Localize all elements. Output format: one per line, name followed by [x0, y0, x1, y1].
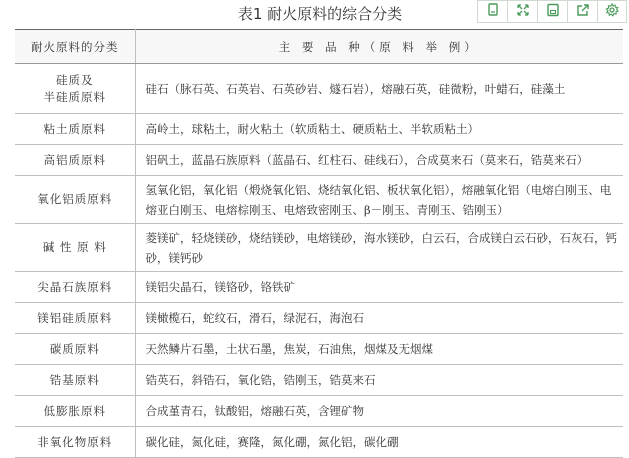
row-items: 天然鳞片石墨，土状石墨，焦炭，石油焦，烟煤及无烟煤 — [135, 334, 623, 365]
settings-button[interactable] — [597, 0, 627, 23]
save-button[interactable] — [537, 0, 567, 23]
row-items: 氢氧化铝，氧化铝（煅烧氧化铝、烧结氧化铝、板状氧化铝），熔融氧化铝（电熔白刚玉、电熔亚白刚玉、电熔棕刚玉、电熔致密刚玉、β－刚玉、青刚玉、锆刚玉） — [135, 176, 623, 224]
row-items: 铝矾土，蓝晶石族原料（蓝晶石、红柱石、硅线石），合成莫来石（莫来石，锆莫来石） — [135, 145, 623, 176]
table-row — [15, 365, 623, 396]
row-category: 碱 性 原 料 — [15, 224, 135, 272]
header-main-varieties: 主 要 品 种（原 料 举 例） — [135, 30, 623, 64]
expand-button[interactable] — [507, 0, 537, 23]
share-button[interactable] — [567, 0, 597, 23]
table-row — [15, 334, 623, 365]
expand-icon — [516, 2, 530, 21]
row-category: 锆基原料 — [15, 365, 135, 396]
row-category: 高铝质原料 — [15, 145, 135, 176]
classification-table — [15, 29, 623, 458]
table-row — [15, 64, 623, 114]
row-category: 非氧化物原料 — [15, 427, 135, 458]
toolbar — [477, 0, 627, 24]
copy-button[interactable] — [477, 0, 507, 23]
row-items: 镁橄榄石，蛇纹石，滑石，绿泥石，海泡石 — [135, 303, 623, 334]
row-items: 镁铝尖晶石，镁铬砂，铬铁矿 — [135, 272, 623, 303]
table-row — [15, 272, 623, 303]
row-category: 粘土质原料 — [15, 114, 135, 145]
table-row — [15, 145, 623, 176]
table-row — [15, 176, 623, 224]
row-items: 高岭土，球粘土，耐火粘土（软质粘土、硬质粘土、半软质粘土） — [135, 114, 623, 145]
row-category: 镁铝硅质原料 — [15, 303, 135, 334]
row-category: 硅质及 半硅质原料 — [15, 64, 135, 114]
header-category: 耐火原料的分类 — [15, 30, 135, 64]
row-items: 锆英石，斜锆石，氧化锆，锆刚玉，锆莫来石 — [135, 365, 623, 396]
table-header-row — [15, 30, 623, 64]
row-category: 氧化铝质原料 — [15, 176, 135, 224]
gear-icon — [605, 2, 619, 21]
table-row — [15, 224, 623, 272]
row-category: 尖晶石族原料 — [15, 272, 135, 303]
row-items: 合成堇青石，钛酸铝，熔融石英，含锂矿物 — [135, 396, 623, 427]
table-title: 表1 耐火原料的综合分类 — [237, 5, 403, 23]
row-items: 碳化硅，氮化硅，赛隆，氮化硼，氮化铝，碳化硼 — [135, 427, 623, 458]
share-icon — [576, 2, 590, 21]
row-category: 碳质原料 — [15, 334, 135, 365]
row-items: 菱镁矿，轻烧镁砂，烧结镁砂，电熔镁砂，海水镁砂，白云石，合成镁白云石砂，石灰石，钙砂，镁钙砂 — [135, 224, 623, 272]
table-row — [15, 303, 623, 334]
save-icon — [546, 2, 560, 21]
table-row — [15, 114, 623, 145]
row-items: 硅石（脉石英、石英岩、石英砂岩、燧石岩），熔融石英，硅微粉，叶蜡石，硅藻土 — [135, 64, 623, 114]
table-row — [15, 396, 623, 427]
row-category: 低膨胀原料 — [15, 396, 135, 427]
copy-icon — [486, 2, 500, 21]
